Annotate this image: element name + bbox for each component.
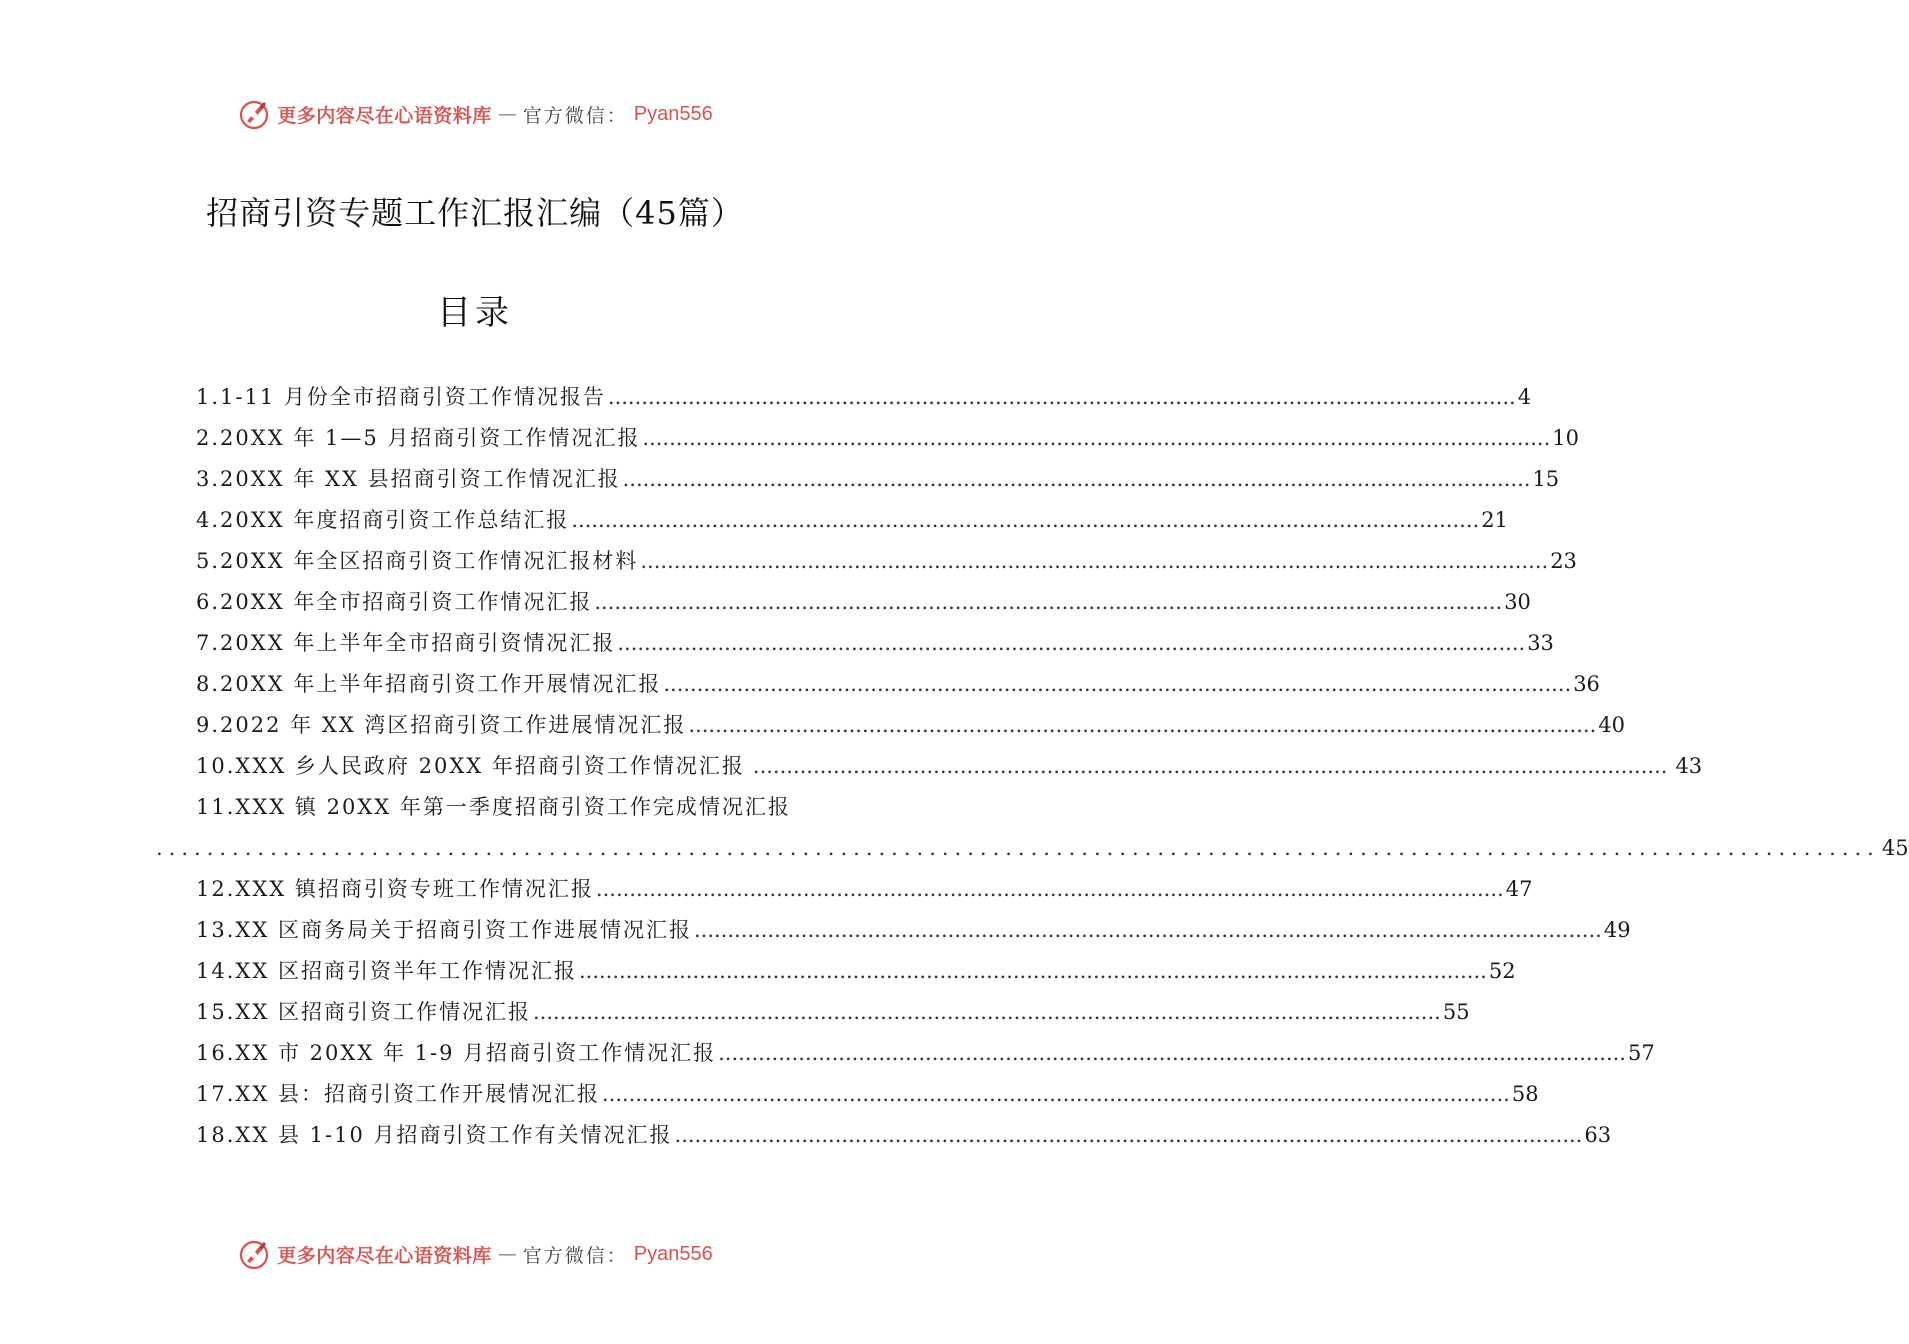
toc-entry-title: 9.2022 年 XX 湾区招商引资工作进展情况汇报 <box>196 713 687 737</box>
toc-leader-dots <box>640 541 1548 582</box>
banner-wechat-id: Pyan556 <box>633 102 713 125</box>
footer-watermark-banner <box>0 1234 950 1274</box>
toc-entry[interactable] <box>196 500 1508 541</box>
toc-leader-dots <box>642 418 1550 459</box>
toc-entry[interactable] <box>196 910 1631 951</box>
toc-entry-title: 2.20XX 年 1—5 月招商引资工作情况汇报 <box>196 426 641 450</box>
toc-leader-dots: ..... . <box>753 746 1668 787</box>
toc-entry[interactable] <box>196 869 1533 910</box>
banner-main-text: 更多内容尽在心语资料库 <box>277 104 492 127</box>
toc-entry-page: 33 <box>1527 631 1554 655</box>
toc-entry-page: 63 <box>1584 1123 1612 1147</box>
toc-entry-title: 18.XX 县 1-10 月招商引资工作有关情况汇报 <box>196 1123 673 1147</box>
toc-entry[interactable] <box>196 1033 1655 1074</box>
toc-entry[interactable] <box>196 951 1516 992</box>
toc-leader-dots <box>533 992 1441 1033</box>
toc-entry-page: 58 <box>1511 1082 1539 1106</box>
toc-entry-title: 16.XX 市 20XX 年 1-9 月招商引资工作情况汇报 <box>196 1041 717 1065</box>
toc-entry-page: 4 <box>1517 385 1532 409</box>
banner-main-text: 更多内容尽在心语资料库 <box>277 1244 492 1267</box>
toc-entry-title: 14.XX 区招商引资半年工作情况汇报 <box>196 959 577 983</box>
banner-separator: — <box>497 103 517 125</box>
toc-entry[interactable] <box>196 459 1560 500</box>
toc-leader-dots <box>688 705 1596 746</box>
toc-entry-title: 12.XXX 镇招商引资专班工作情况汇报 <box>196 877 594 901</box>
banner-wechat-label: 官方微信： <box>522 104 628 127</box>
toc-entry-title: 4.20XX 年度招商引资工作总结汇报 <box>196 508 570 532</box>
toc-entry-continuation[interactable] <box>154 828 1909 869</box>
banner-separator: — <box>497 1243 517 1265</box>
toc-leader-dots <box>594 582 1502 623</box>
toc-entry-title: 8.20XX 年上半年招商引资工作开展情况汇报 <box>196 672 662 696</box>
toc-entry-page: 55 <box>1442 1000 1470 1024</box>
toc-entry-page: 57 <box>1627 1041 1655 1065</box>
toc-entry-page: 47 <box>1505 877 1533 901</box>
toc-entry[interactable] <box>196 623 1554 664</box>
toc-entry[interactable] <box>196 582 1531 623</box>
toc-heading: 目录 <box>437 293 513 333</box>
toc-entry-page: 43 <box>1675 754 1703 778</box>
toc-entry-title: 5.20XX 年全区招商引资工作情况汇报材料 <box>196 549 639 573</box>
toc-leader-dots <box>156 828 1880 869</box>
toc-entry-page: 45 <box>1881 836 1909 860</box>
toc-leader-dots <box>675 1115 1583 1156</box>
toc-entry-page: 30 <box>1504 590 1531 614</box>
toc-entry-page: 40 <box>1598 713 1625 737</box>
toc-entry[interactable] <box>196 992 1470 1033</box>
toc-leader-dots <box>718 1033 1626 1074</box>
toc-entry-page: 15 <box>1532 467 1560 491</box>
header-watermark-banner <box>0 94 950 134</box>
toc-leader-dots <box>571 500 1479 541</box>
toc-entry-title: 7.20XX 年上半年全市招商引资情况汇报 <box>196 631 616 655</box>
toc-entry-title: 15.XX 区招商引资工作情况汇报 <box>196 1000 531 1024</box>
toc-entry-page: 52 <box>1488 959 1516 983</box>
toc-entry-title: 11.XXX 镇 20XX 年第一季度招商引资工作完成情况汇报 <box>196 795 791 819</box>
toc-leader-dots <box>579 951 1487 992</box>
toc-entry-title: 13.XX 区商务局关于招商引资工作进展情况汇报 <box>196 918 692 942</box>
quill-seal-icon <box>237 1237 271 1271</box>
toc-entry[interactable] <box>196 418 1579 459</box>
toc-leader-dots <box>617 623 1525 664</box>
toc-entry-page: 49 <box>1603 918 1631 942</box>
toc-leader-dots <box>596 869 1504 910</box>
toc-entry-title: 17.XX 县：招商引资工作开展情况汇报 <box>196 1082 600 1106</box>
banner-wechat-label: 官方微信： <box>522 1244 628 1267</box>
toc-entry-title: 3.20XX 年 XX 县招商引资工作情况汇报 <box>196 467 621 491</box>
toc-entry[interactable] <box>196 664 1600 705</box>
toc-entry[interactable] <box>196 377 1532 418</box>
toc-leader-dots <box>623 459 1531 500</box>
toc-entry[interactable] <box>196 1074 1539 1115</box>
toc-leader-dots <box>663 664 1571 705</box>
banner-wechat-id: Pyan556 <box>633 1242 713 1265</box>
toc-leader-dots <box>694 910 1602 951</box>
toc-entry-title: 10.XXX 乡人民政府 20XX 年招商引资工作情况汇报 <box>196 754 745 778</box>
toc-entry-page: 10 <box>1552 426 1579 450</box>
toc-entry-page: 21 <box>1481 508 1508 532</box>
toc-leader-dots <box>602 1074 1510 1115</box>
toc-entry-title: 6.20XX 年全市招商引资工作情况汇报 <box>196 590 593 614</box>
toc-entry-page: 36 <box>1573 672 1600 696</box>
quill-seal-icon <box>237 97 271 131</box>
toc-entry[interactable] <box>196 746 1703 787</box>
toc-entry[interactable] <box>196 541 1577 582</box>
toc-entry[interactable] <box>196 1115 1612 1156</box>
toc-entry-page: 23 <box>1550 549 1577 573</box>
toc-entry-title: 1.1-11 月份全市招商引资工作情况报告 <box>196 385 606 409</box>
toc-leader-dots <box>608 377 1516 418</box>
document-title: 招商引资专题工作汇报汇编（45篇） <box>206 194 744 232</box>
toc-entry[interactable] <box>196 787 806 828</box>
toc-entry[interactable] <box>196 705 1625 746</box>
table-of-contents <box>196 377 1909 1156</box>
